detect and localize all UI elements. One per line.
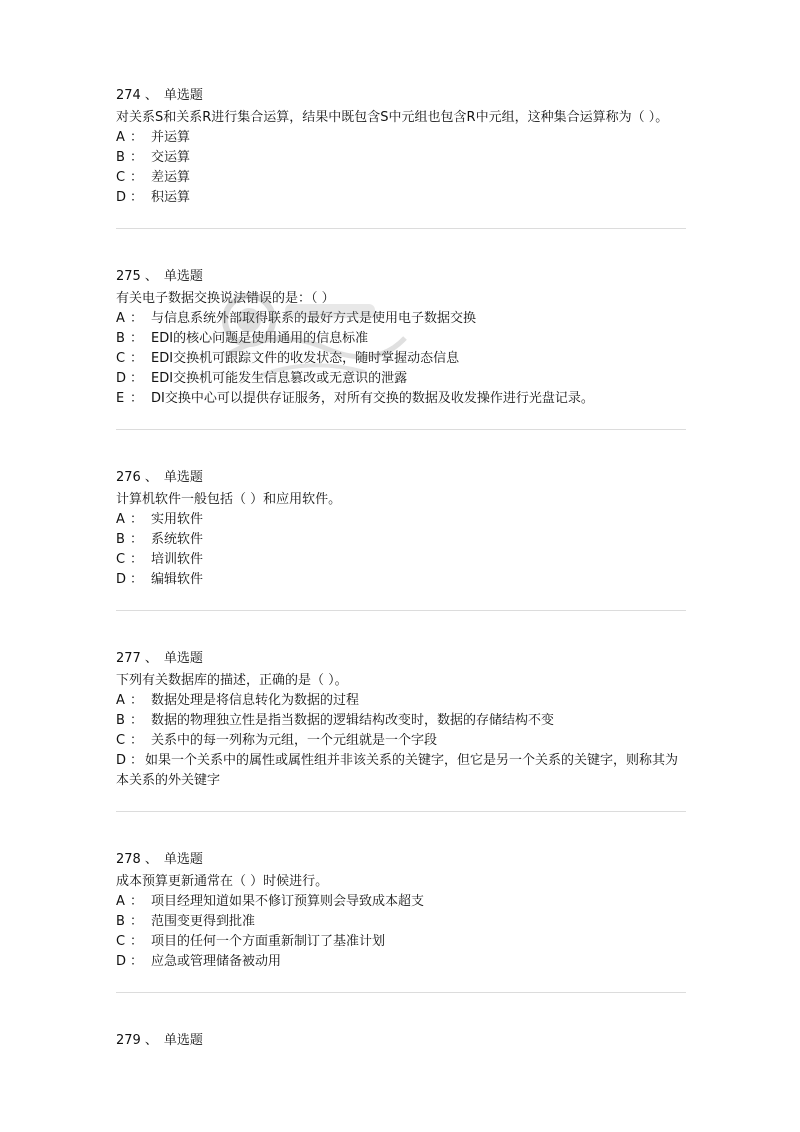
question-276 [116,468,686,590]
question-divider [116,610,686,611]
question-278 [116,850,686,972]
option-colon: ： [130,934,144,949]
option-colon: ： [130,753,144,768]
option-colon: ： [130,391,144,406]
option-colon: ： [130,733,144,748]
question-header [116,850,686,870]
question-separator: 、 [144,269,158,284]
question-divider [116,811,686,812]
question-separator: 、 [144,852,158,867]
question-stem: 计算机软件一般包括（ ）和应用软件。 [116,492,342,507]
option-colon: ： [130,150,144,165]
option-letter: C [116,934,126,949]
option-letter: E [116,391,125,406]
option-colon: ： [130,693,144,708]
option-colon: ： [130,572,144,587]
option-letter: C [116,552,126,567]
option-text: 如果一个关系中的属性或属性组并非该关系的关键字，但它是另一个关系的关键字，则称其为本关系的外关键字 [116,753,679,788]
watermark-logo-icon [215,286,415,396]
option-text: 关系中的每一列称为元组，一个元组就是一个字段 [151,733,438,748]
option-colon: ： [130,914,144,929]
option-d [116,570,686,590]
option-text: 数据处理是将信息转化为数据的过程 [151,693,360,708]
question-number: 275 [116,269,141,284]
option-letter: C [116,351,126,366]
option-letter: B [116,713,125,728]
option-colon: ： [130,713,144,728]
option-colon: ： [130,311,144,326]
option-a [116,510,686,530]
option-a [116,892,686,912]
question-list [116,86,686,1053]
question-divider [116,429,686,430]
option-colon: ： [130,512,144,527]
option-text: 数据的物理独立性是指当数据的逻辑结构改变时，数据的存储结构不变 [151,713,555,728]
option-c [116,932,686,952]
option-letter: D [116,190,127,205]
question-separator: 、 [144,88,158,103]
question-stem: 成本预算更新通常在（ ）时候进行。 [116,874,329,889]
question-type: 单选题 [163,470,203,485]
question-277 [116,649,686,791]
option-d [116,952,686,972]
option-text: 积运算 [151,190,191,205]
option-colon: ： [130,331,144,346]
option-text: DI交换中心可以提供存证服务，对所有交换的数据及收发操作进行光盘记录。 [151,391,594,406]
option-text: 范围变更得到批准 [151,914,256,929]
option-colon: ： [130,170,144,185]
option-d [116,188,686,208]
question-header [116,1031,686,1051]
option-letter: D [116,572,127,587]
option-text: 系统软件 [151,532,204,547]
question-number: 277 [116,651,141,666]
option-text: EDI的核心问题是使用通用的信息标准 [151,331,369,346]
option-colon: ： [130,351,144,366]
option-letter: A [116,693,125,708]
question-type: 单选题 [163,852,203,867]
option-b [116,530,686,550]
option-colon: ： [130,532,144,547]
option-a [116,691,686,711]
option-text: 项目的任何一个方面重新制订了基准计划 [151,934,386,949]
option-text: 应急或管理储备被动用 [151,954,282,969]
option-colon: ： [130,130,144,145]
option-letter: A [116,512,125,527]
question-number: 274 [116,88,141,103]
question-type: 单选题 [163,269,203,284]
option-colon: ： [130,954,144,969]
question-header [116,86,686,106]
question-header [116,649,686,669]
question-separator: 、 [144,651,158,666]
question-type: 单选题 [163,651,203,666]
option-c [116,550,686,570]
option-colon: ： [130,552,144,567]
option-text: 交运算 [151,150,191,165]
option-letter: D [116,954,127,969]
option-text: 并运算 [151,130,191,145]
option-text: 项目经理知道如果不修订预算则会导致成本超支 [151,894,425,909]
option-text: 实用软件 [151,512,204,527]
option-letter: B [116,150,125,165]
question-header [116,267,686,287]
question-header [116,468,686,488]
option-colon: ： [130,894,144,909]
question-number: 279 [116,1033,141,1048]
question-number: 276 [116,470,141,485]
option-letter: C [116,170,126,185]
question-divider [116,228,686,229]
option-letter: A [116,894,125,909]
option-c [116,731,686,751]
option-text: 编辑软件 [151,572,204,587]
question-274 [116,86,686,208]
question-number: 278 [116,852,141,867]
option-a [116,128,686,148]
option-colon: ： [130,190,144,205]
option-letter: D [116,753,127,768]
option-text: 差运算 [151,170,191,185]
option-text: EDI交换机可能发生信息篡改或无意识的泄露 [151,371,408,386]
question-separator: 、 [144,470,158,485]
question-divider [116,992,686,993]
option-text: 与信息系统外部取得联系的最好方式是使用电子数据交换 [151,311,477,326]
option-b [116,912,686,932]
option-letter: B [116,331,125,346]
question-type: 单选题 [163,1033,203,1048]
question-stem: 有关电子数据交换说法错误的是：（ ） [116,291,335,306]
option-b [116,148,686,168]
question-type: 单选题 [163,88,203,103]
option-letter: C [116,733,126,748]
option-letter: B [116,532,125,547]
option-colon: ： [130,371,144,386]
option-text: 培训软件 [151,552,204,567]
question-separator: 、 [144,1033,158,1048]
question-279 [116,1031,686,1051]
option-d [116,751,686,791]
option-letter: A [116,311,125,326]
option-c [116,168,686,188]
option-letter: A [116,130,125,145]
question-stem: 下列有关数据库的描述，正确的是（ ）。 [116,673,348,688]
question-stem: 对关系S和关系R进行集合运算，结果中既包含S中元组也包含R中元组，这种集合运算称为（ ）。 [116,110,669,125]
option-b [116,711,686,731]
option-letter: D [116,371,127,386]
option-letter: B [116,914,125,929]
option-text: EDI交换机可跟踪文件的收发状态，随时掌握动态信息 [151,351,460,366]
